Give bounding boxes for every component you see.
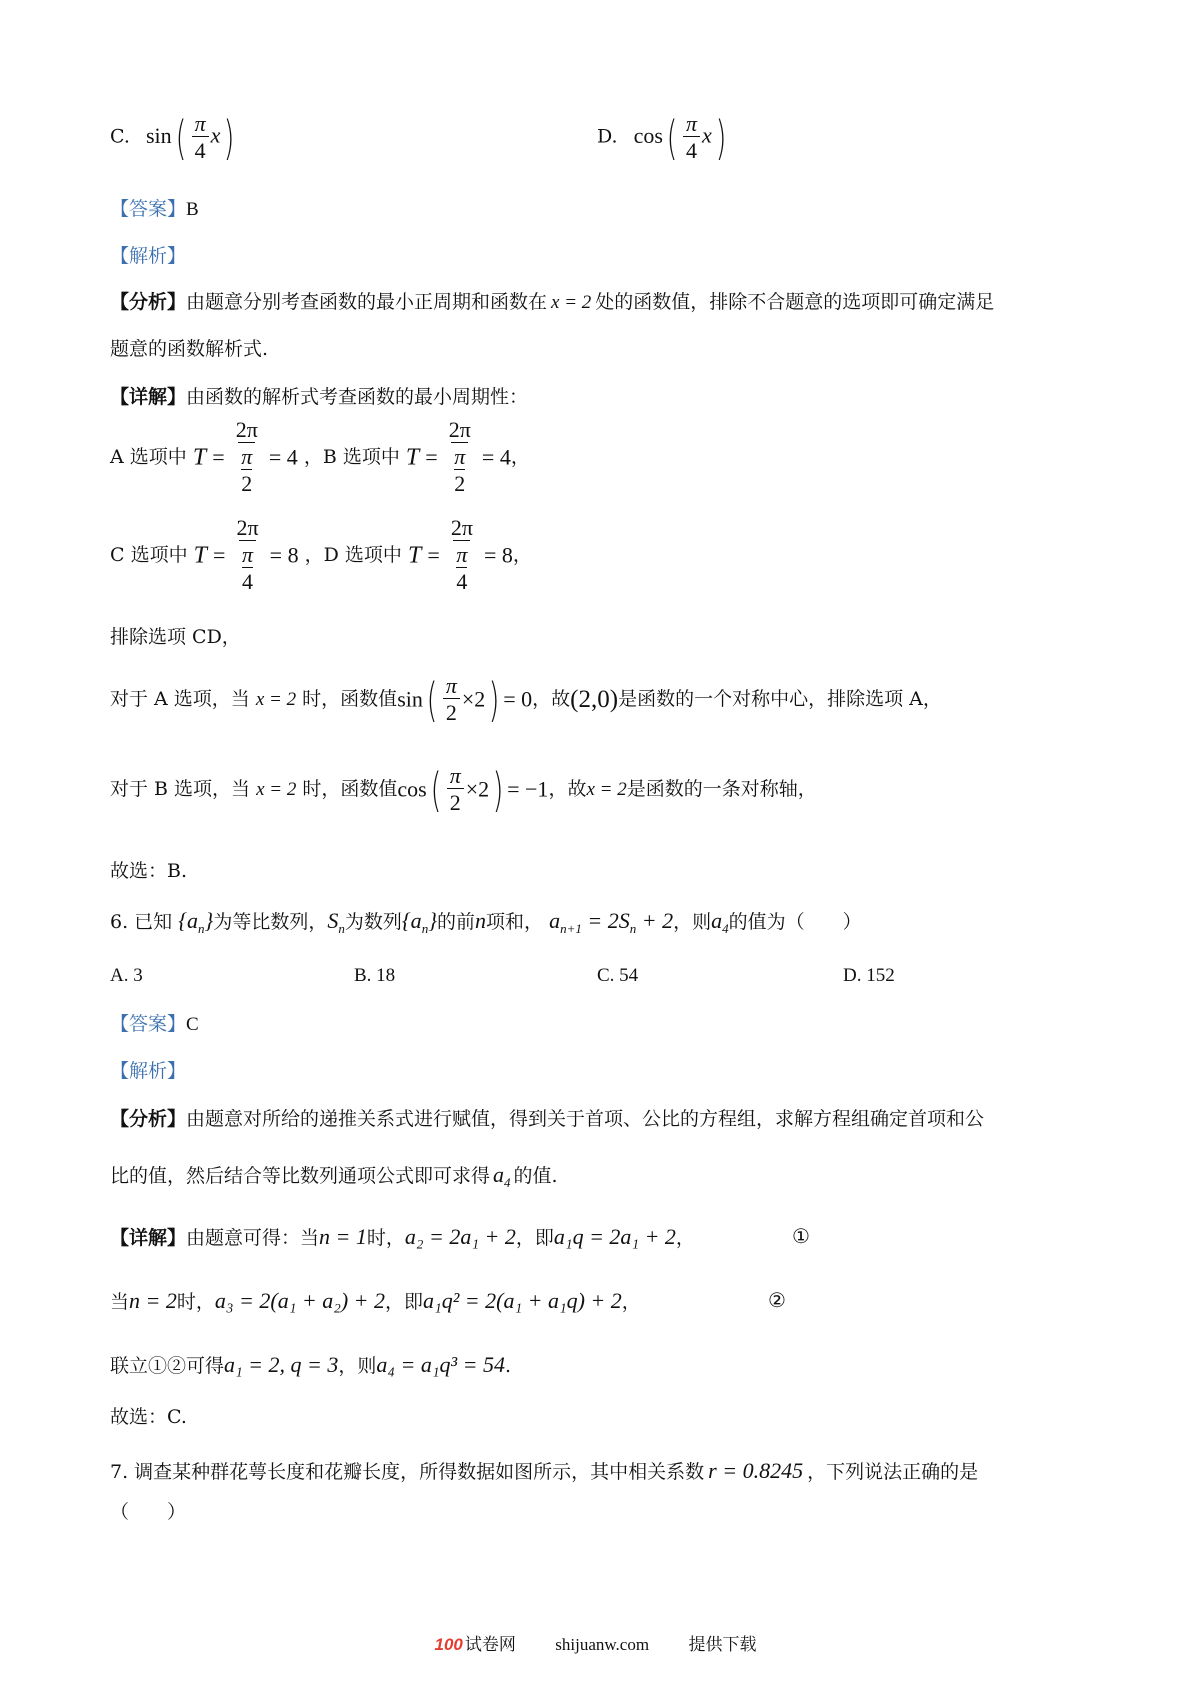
- answer-value: B: [186, 199, 199, 220]
- q5-fenxi-line2: 题意的函数解析式.: [110, 338, 269, 360]
- option-letter: D.: [597, 125, 618, 148]
- line-text: ，故: [532, 688, 571, 711]
- right-paren: ): [223, 110, 235, 165]
- step-text: 联立①②可得: [110, 1355, 225, 1377]
- frac-den: [239, 540, 256, 594]
- line-text: 时，函数值: [302, 688, 398, 711]
- q5-option-c: [110, 112, 238, 163]
- frac-den: 4: [683, 136, 700, 163]
- row-tail: ，: [512, 543, 532, 566]
- page-footer: [0, 1630, 1191, 1655]
- a4-base: a: [493, 1162, 505, 1187]
- step-text: ，即: [515, 1227, 554, 1249]
- q5-line-a: [110, 674, 942, 725]
- recurrence: [549, 908, 674, 936]
- site-logo: 100: [434, 1635, 463, 1654]
- stem-text: ，则: [673, 911, 712, 933]
- line-text: 对于 B 选项，当: [110, 778, 251, 801]
- frac-num: 2π: [450, 515, 473, 540]
- fenxi-math: x = 2: [551, 292, 592, 313]
- frac-den: 2: [447, 788, 464, 815]
- rec-rhs: = 2S: [587, 908, 630, 933]
- period-eq: =: [212, 444, 225, 470]
- fraction: [192, 112, 209, 163]
- row-tail: ，: [510, 445, 530, 468]
- seq-sub: n: [421, 921, 429, 936]
- left-paren: (: [175, 110, 187, 165]
- step-text: ，: [675, 1227, 695, 1249]
- equation-mark-1: ①: [792, 1224, 810, 1248]
- rec-rhs-sub: n: [629, 921, 637, 936]
- q6-option-c: C. 54: [597, 965, 639, 986]
- stem-text: 的值为（ ）: [728, 911, 862, 933]
- right-paren: ): [715, 110, 727, 165]
- right-paren: ): [488, 672, 500, 727]
- brand-name: 试卷网: [464, 1635, 516, 1655]
- q5-fenxi-line1: [110, 293, 994, 312]
- row-label: A 选项中: [110, 445, 187, 468]
- frac-den: [453, 540, 470, 594]
- line-text: 时，函数值: [302, 778, 398, 801]
- times-two: ×2: [465, 776, 490, 802]
- sum-S-n: [327, 908, 345, 936]
- footer-slogan: 提供下载: [688, 1635, 757, 1655]
- q6-answer: [110, 1015, 199, 1034]
- frac-num: 2π: [448, 417, 471, 442]
- step-math: n = 2: [129, 1288, 177, 1313]
- fraction: [443, 674, 460, 725]
- a4-sub: 4: [504, 1175, 511, 1190]
- stem-text: 为数列: [344, 911, 402, 933]
- step-math: a₂ = 2a₁ + 2: [404, 1224, 516, 1249]
- frac-den: [238, 442, 255, 496]
- period-eq: =: [427, 542, 440, 568]
- frac-num: π: [449, 763, 461, 788]
- period-T: T: [193, 542, 207, 569]
- q6-option-b: B. 18: [354, 965, 396, 986]
- step-text: .: [504, 1355, 512, 1377]
- var-n: n: [475, 908, 487, 933]
- step-text: 时，: [176, 1291, 215, 1313]
- line-text: ，故: [548, 778, 587, 801]
- q5-answer: [110, 200, 199, 219]
- q6-choose: 故选：C.: [110, 1406, 187, 1428]
- fraction: [447, 764, 464, 815]
- option-func: sin: [145, 122, 172, 148]
- option-letter: C.: [110, 125, 130, 148]
- q7-stem-line2: （ ）: [110, 1501, 187, 1523]
- seq-a-n: [178, 908, 214, 936]
- inner-num: π: [454, 444, 466, 470]
- stem-text: 为等比数列，: [213, 911, 328, 933]
- seq-close: }: [428, 908, 437, 933]
- seq-sub: n: [198, 921, 205, 936]
- seq-base: {a: [401, 908, 422, 933]
- option-func: cos: [633, 122, 663, 148]
- times-two: ×2: [461, 686, 486, 712]
- inner-den: 4: [242, 569, 254, 595]
- answer-value: C: [186, 1014, 199, 1035]
- stem-text: ，下列说法正确的是: [807, 1461, 979, 1483]
- frac-num: π: [445, 673, 457, 698]
- a4-sub: 4: [722, 921, 729, 936]
- period-fraction: [233, 418, 261, 497]
- frac-den: [451, 442, 468, 496]
- rec-sub: n+1: [560, 921, 582, 936]
- site-url[interactable]: shijuanw.com: [555, 1635, 650, 1654]
- xiangjie-tag: 【详解】: [110, 1227, 187, 1249]
- fraction: [683, 112, 700, 163]
- step-math: a₁ = 2, q = 3: [224, 1352, 339, 1377]
- sum-base: S: [327, 908, 339, 933]
- option-var: x: [701, 122, 712, 148]
- inner-den: 4: [456, 569, 468, 595]
- fenxi-text: 由题意分别考查函数的最小正周期和函数在: [186, 291, 548, 313]
- q7-stem-line1: [110, 1460, 978, 1482]
- a4: [493, 1162, 511, 1190]
- q6-stem: [110, 910, 862, 935]
- q6-option-a: A. 3: [110, 965, 143, 986]
- right-paren: ): [492, 762, 504, 817]
- inner-den: 2: [454, 471, 466, 497]
- step-math: n = 1: [319, 1224, 367, 1249]
- equation-mark-2: ②: [768, 1288, 786, 1312]
- fenxi-text: 处的函数值，排除不合题意的选项即可确定满足: [595, 291, 995, 313]
- period-fraction: [234, 516, 262, 595]
- frac-num: π: [685, 111, 697, 136]
- step-text: 由题意可得：当: [186, 1227, 320, 1249]
- row-label: C 选项中: [110, 543, 188, 566]
- q6-step2: [110, 1290, 641, 1312]
- rec-lhs: a: [549, 908, 561, 933]
- line-math: x = 2: [255, 689, 297, 711]
- q6-step1: [110, 1226, 695, 1248]
- stem-text: 6. 已知: [110, 911, 173, 933]
- left-paren: (: [426, 672, 438, 727]
- step-math: a₁q² = 2(a₁ + a₁q) + 2: [423, 1288, 622, 1313]
- seq-close: }: [204, 908, 214, 933]
- inner-den: 2: [241, 471, 253, 497]
- q6-jiexi-tag: 【解析】: [110, 1060, 187, 1082]
- frac-num: 2π: [235, 417, 258, 442]
- line-text: 是函数的一条对称轴，: [626, 778, 817, 801]
- rec-tail: + 2: [641, 908, 674, 933]
- q5-option-d: [597, 112, 730, 163]
- row-label: ，D 选项中: [304, 543, 402, 566]
- line-math: = 0: [503, 686, 533, 712]
- q6-fenxi-line1: [110, 1110, 984, 1129]
- step-text: ，: [621, 1291, 641, 1313]
- left-paren: (: [666, 110, 678, 165]
- option-var: x: [210, 122, 221, 148]
- period-row-ab: [110, 418, 530, 497]
- line-math: = −1: [507, 776, 549, 802]
- frac-num: 2π: [236, 515, 259, 540]
- a4-base: a: [711, 908, 723, 933]
- seq-a-n: [401, 908, 437, 936]
- inner-num: π: [241, 444, 253, 470]
- period-result: = 8: [483, 542, 513, 568]
- q5-line-b: [110, 764, 817, 815]
- stem-text: 的前: [437, 911, 476, 933]
- fenxi-tag: 【分析】: [110, 291, 187, 313]
- xiangjie-tag: 【详解】: [110, 386, 187, 408]
- step-text: 当: [110, 1291, 130, 1313]
- line-text: 对于 A 选项，当: [110, 688, 250, 711]
- answer-tag: 【答案】: [110, 198, 187, 220]
- period-T: T: [407, 542, 422, 569]
- fenxi-tag: 【分析】: [110, 1108, 187, 1130]
- stem-text: 7. 调查某种群花萼长度和花瓣长度，所得数据如图所示，其中相关系数: [110, 1461, 705, 1483]
- trig-func: sin: [397, 686, 423, 712]
- inner-num: π: [242, 542, 254, 568]
- xiangjie-text: 由函数的解析式考查函数的最小周期性：: [186, 386, 529, 408]
- period-result: = 8: [269, 542, 299, 568]
- period-result: = 4: [268, 444, 298, 470]
- q6-option-d: D. 152: [843, 965, 895, 986]
- line-math: x = 2: [256, 779, 297, 801]
- inner-num: π: [456, 542, 468, 568]
- q5-choose: 故选：B.: [110, 860, 188, 882]
- correlation-r: r = 0.8245: [708, 1458, 804, 1483]
- symmetry-point: (2,0): [570, 686, 619, 714]
- q5-jiexi-tag: 【解析】: [110, 245, 187, 267]
- period-eq: =: [213, 542, 226, 568]
- q6-fenxi-line2: [110, 1164, 558, 1189]
- period-row-cd: [110, 516, 532, 595]
- sum-sub: n: [338, 921, 345, 936]
- q6-step3: [110, 1354, 511, 1376]
- stem-text: 项和，: [486, 911, 544, 933]
- step-math: a₃ = 2(a₁ + a₂) + 2: [214, 1288, 386, 1313]
- q5-xiangjie: [110, 388, 528, 407]
- seq-base: {a: [178, 908, 199, 933]
- trig-func: cos: [397, 776, 427, 802]
- step-text: ，即: [385, 1291, 424, 1313]
- period-result: = 4: [481, 444, 511, 470]
- frac-den: 2: [443, 698, 460, 725]
- period-fraction: [448, 516, 476, 595]
- step-math: a₄ = a₁q³ = 54: [376, 1352, 505, 1377]
- frac-num: π: [194, 111, 206, 136]
- period-eq: =: [425, 444, 438, 470]
- fenxi-text: 的值.: [513, 1165, 558, 1187]
- step-text: ，则: [338, 1355, 377, 1377]
- fenxi-text: 比的值，然后结合等比数列通项公式即可求得: [110, 1165, 491, 1187]
- q5-exclude-cd: 排除选项 CD，: [110, 626, 241, 648]
- step-text: 时，: [366, 1227, 405, 1249]
- left-paren: (: [430, 762, 442, 817]
- fenxi-text: 由题意对所给的递推关系式进行赋值，得到关于首项、公比的方程组，求解方程组确定首项和公: [186, 1108, 985, 1130]
- answer-tag: 【答案】: [110, 1013, 187, 1035]
- symmetry-axis: x = 2: [586, 779, 627, 801]
- period-T: T: [192, 444, 207, 471]
- period-T: T: [405, 444, 420, 471]
- step-math: a₁q = 2a₁ + 2: [553, 1224, 676, 1249]
- frac-den: 4: [192, 136, 209, 163]
- period-fraction: [446, 418, 474, 497]
- row-label: ，B 选项中: [303, 445, 400, 468]
- line-text: 是函数的一个对称中心，排除选项 A，: [618, 688, 942, 711]
- a4: [711, 908, 729, 936]
